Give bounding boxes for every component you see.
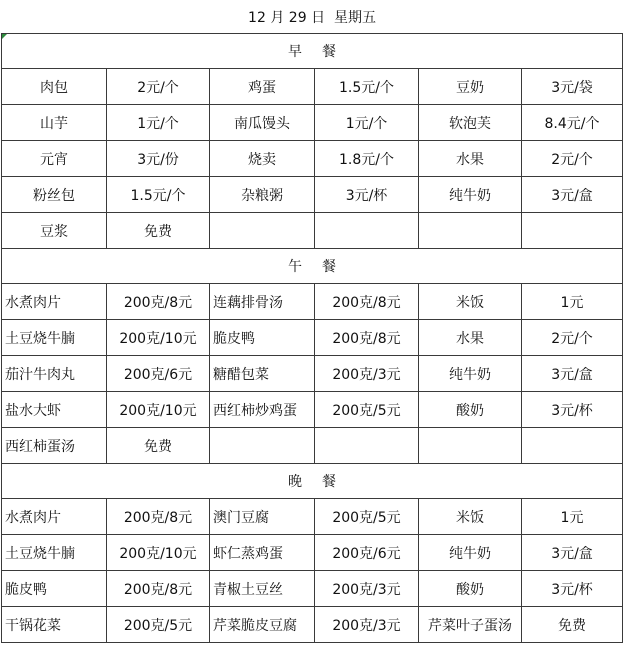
dinner-dish-price: 200克/8元 [107, 571, 210, 607]
date-title [2, 0, 623, 34]
lunch-dish-name: 脆皮鸭 [210, 320, 315, 356]
lunch-dish-name: 连藕排骨汤 [210, 284, 315, 320]
dinner-dish-name: 酸奶 [419, 571, 522, 607]
lunch-dish-price: 1元 [522, 284, 623, 320]
lunch-dish-price: 200克/6元 [107, 356, 210, 392]
breakfast-dish-name: 纯牛奶 [419, 177, 522, 213]
breakfast-dish-price: 3元/袋 [522, 69, 623, 105]
lunch-dish-name: 酸奶 [419, 392, 522, 428]
breakfast-dish-name: 粉丝包 [2, 177, 107, 213]
dinner-dish-name: 虾仁蒸鸡蛋 [210, 535, 315, 571]
breakfast-dish-name: 杂粮粥 [210, 177, 315, 213]
dinner-dish-price: 3元/盒 [522, 535, 623, 571]
dinner-dish-price: 200克/3元 [315, 607, 419, 643]
breakfast-dish-name: 豆浆 [2, 213, 107, 249]
dinner-dish-price: 免费 [522, 607, 623, 643]
dinner-dish-name: 青椒土豆丝 [210, 571, 315, 607]
breakfast-dish-price: 2元/个 [107, 69, 210, 105]
breakfast-dish-name: 烧卖 [210, 141, 315, 177]
breakfast-row [2, 213, 623, 249]
lunch-row [2, 284, 623, 320]
date-weekday: 星期五 [333, 9, 376, 26]
breakfast-row [2, 177, 623, 213]
lunch-dish-name: 水果 [419, 320, 522, 356]
breakfast-dish-name: 山芋 [2, 105, 107, 141]
breakfast-dish-price: 3元/盒 [522, 177, 623, 213]
lunch-dish-name: 西红柿蛋汤 [2, 428, 107, 464]
breakfast-dish-price [315, 213, 419, 249]
lunch-dish-price: 200克/10元 [107, 320, 210, 356]
lunch-row [2, 356, 623, 392]
lunch-dish-name: 西红柿炒鸡蛋 [210, 392, 315, 428]
lunch-dish-price: 200克/8元 [315, 320, 419, 356]
lunch-section-title: 午 餐 [2, 249, 623, 284]
dinner-dish-price: 200克/5元 [315, 499, 419, 535]
breakfast-dish-price: 1.5元/个 [315, 69, 419, 105]
lunch-dish-price [522, 428, 623, 464]
lunch-dish-price [315, 428, 419, 464]
dinner-dish-name: 芹菜脆皮豆腐 [210, 607, 315, 643]
dinner-row [2, 571, 623, 607]
breakfast-dish-price: 1.8元/个 [315, 141, 419, 177]
lunch-dish-name [210, 428, 315, 464]
dinner-row [2, 499, 623, 535]
dinner-dish-name: 纯牛奶 [419, 535, 522, 571]
lunch-dish-name: 米饭 [419, 284, 522, 320]
lunch-dish-price: 200克/5元 [315, 392, 419, 428]
dinner-dish-price: 200克/10元 [107, 535, 210, 571]
breakfast-dish-price: 8.4元/个 [522, 105, 623, 141]
cell-marker-icon [2, 34, 7, 39]
breakfast-dish-price: 免费 [107, 213, 210, 249]
lunch-header-row [2, 249, 623, 284]
dinner-dish-name: 米饭 [419, 499, 522, 535]
lunch-dish-name: 盐水大虾 [2, 392, 107, 428]
lunch-dish-name: 水煮肉片 [2, 284, 107, 320]
breakfast-dish-price: 1元/个 [107, 105, 210, 141]
breakfast-row [2, 141, 623, 177]
lunch-row [2, 392, 623, 428]
lunch-dish-name [419, 428, 522, 464]
breakfast-row [2, 69, 623, 105]
date-month-unit: 月 [270, 9, 285, 26]
lunch-dish-price: 200克/8元 [107, 284, 210, 320]
breakfast-dish-price: 2元/个 [522, 141, 623, 177]
lunch-row [2, 320, 623, 356]
dinner-dish-name: 水煮肉片 [2, 499, 107, 535]
dinner-dish-price: 1元 [522, 499, 623, 535]
breakfast-dish-price: 1元/个 [315, 105, 419, 141]
dinner-dish-name: 芹菜叶子蛋汤 [419, 607, 522, 643]
dinner-row [2, 607, 623, 643]
dinner-row [2, 535, 623, 571]
dinner-dish-price: 200克/6元 [315, 535, 419, 571]
lunch-dish-price: 2元/个 [522, 320, 623, 356]
dinner-section-title: 晚 餐 [2, 464, 623, 499]
lunch-dish-price: 3元/盒 [522, 356, 623, 392]
lunch-dish-name: 茄汁牛肉丸 [2, 356, 107, 392]
breakfast-dish-price: 3元/份 [107, 141, 210, 177]
lunch-dish-price: 200克/10元 [107, 392, 210, 428]
dinner-dish-name: 干锅花菜 [2, 607, 107, 643]
lunch-dish-name: 纯牛奶 [419, 356, 522, 392]
dinner-header-row [2, 464, 623, 499]
dinner-dish-name: 土豆烧牛腩 [2, 535, 107, 571]
breakfast-header-row [2, 34, 623, 69]
dinner-dish-price: 200克/3元 [315, 571, 419, 607]
dinner-dish-price: 200克/8元 [107, 499, 210, 535]
breakfast-dish-name: 南瓜馒头 [210, 105, 315, 141]
breakfast-row [2, 105, 623, 141]
lunch-row [2, 428, 623, 464]
breakfast-dish-price: 3元/杯 [315, 177, 419, 213]
date-day-unit: 日 [311, 9, 326, 26]
dinner-dish-price: 3元/杯 [522, 571, 623, 607]
date-row [2, 0, 623, 34]
breakfast-dish-price: 1.5元/个 [107, 177, 210, 213]
breakfast-dish-name: 水果 [419, 141, 522, 177]
breakfast-section-title: 早 餐 [2, 34, 623, 69]
dinner-dish-name: 脆皮鸭 [2, 571, 107, 607]
menu-table [1, 0, 623, 643]
date-day-num: 29 [288, 9, 307, 26]
lunch-dish-name: 土豆烧牛腩 [2, 320, 107, 356]
lunch-dish-price: 免费 [107, 428, 210, 464]
breakfast-dish-name: 肉包 [2, 69, 107, 105]
lunch-dish-price: 200克/3元 [315, 356, 419, 392]
breakfast-dish-name: 元宵 [2, 141, 107, 177]
date-month-num: 12 [248, 9, 266, 26]
lunch-dish-name: 糖醋包菜 [210, 356, 315, 392]
dinner-dish-price: 200克/5元 [107, 607, 210, 643]
dinner-dish-name: 澳门豆腐 [210, 499, 315, 535]
breakfast-dish-name: 豆奶 [419, 69, 522, 105]
lunch-dish-price: 200克/8元 [315, 284, 419, 320]
breakfast-dish-name [419, 213, 522, 249]
breakfast-dish-price [522, 213, 623, 249]
breakfast-dish-name [210, 213, 315, 249]
breakfast-dish-name: 鸡蛋 [210, 69, 315, 105]
lunch-dish-price: 3元/杯 [522, 392, 623, 428]
breakfast-dish-name: 软泡芙 [419, 105, 522, 141]
